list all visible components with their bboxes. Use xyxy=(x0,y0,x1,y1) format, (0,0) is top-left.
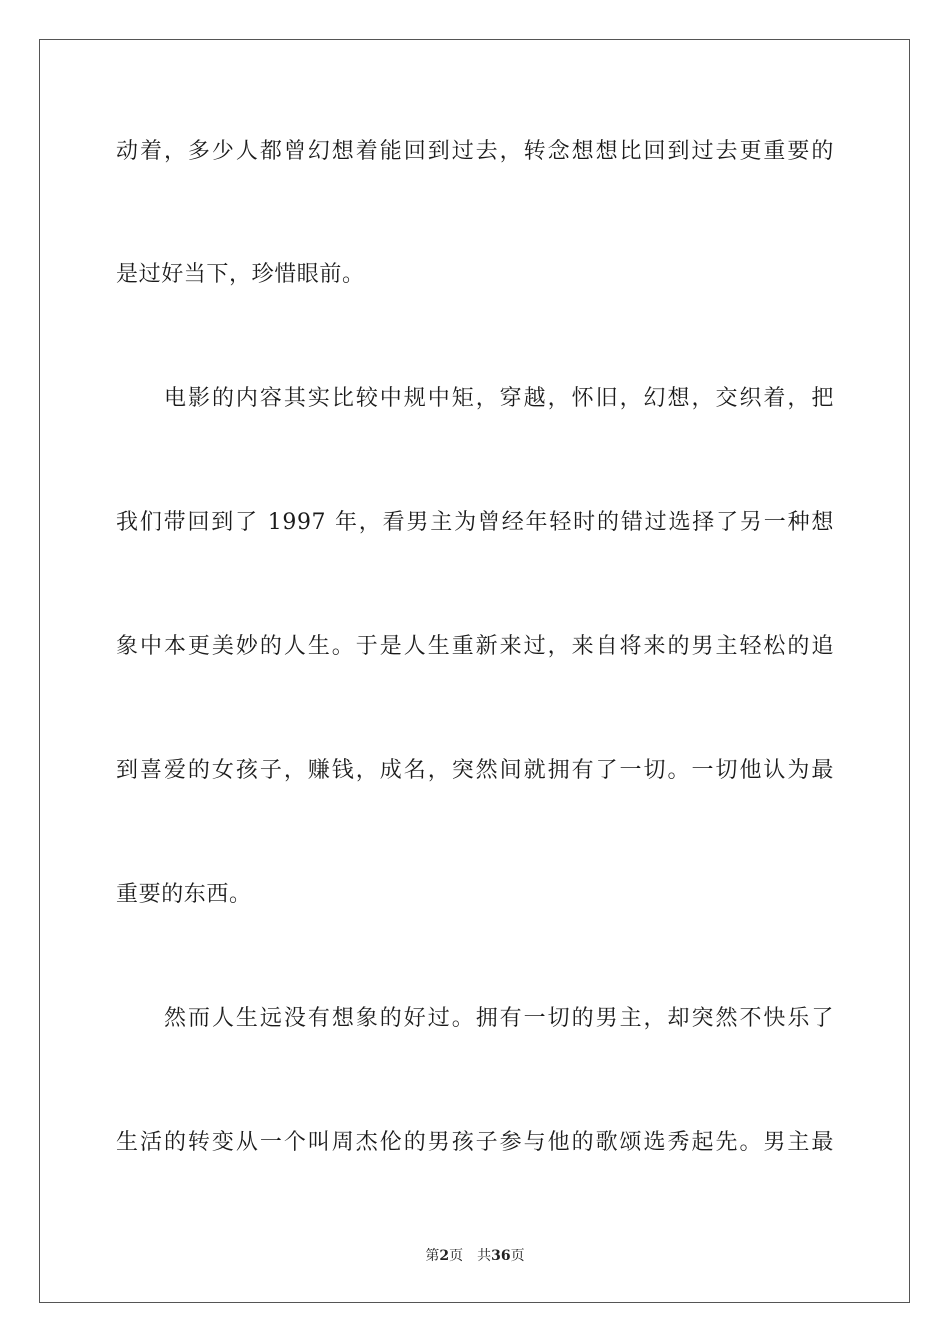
page-prefix: 第 xyxy=(425,1248,440,1264)
total-pages: 36 xyxy=(491,1248,511,1264)
text-line: 动着，多少人都曾幻想着能回到过去，转念想想比回到过去更重要的 xyxy=(116,139,834,164)
page-footer xyxy=(0,1247,950,1265)
text-line: 是过好当下，珍惜眼前。 xyxy=(116,262,365,287)
page-number: 2 xyxy=(439,1248,450,1264)
text-line: 象中本更美妙的人生。于是人生重新来过，来自将来的男主轻松的追 xyxy=(116,634,834,659)
text-line: 重要的东西。 xyxy=(116,882,252,907)
page-suffix: 页 xyxy=(449,1248,464,1264)
paragraph-start-line: 电影的内容其实比较中规中矩，穿越，怀旧，幻想，交织着，把 xyxy=(164,386,834,411)
text-line: 我们带回到了 1997 年，看男主为曾经年轻时的错过选择了另一种想 xyxy=(116,510,834,535)
text-line: 到喜爱的女孩子，赚钱，成名，突然间就拥有了一切。一切他认为最 xyxy=(116,758,834,783)
total-suffix: 页 xyxy=(510,1248,525,1264)
paragraph-start-line: 然而人生远没有想象的好过。拥有一切的男主，却突然不快乐了 xyxy=(164,1006,834,1031)
page-frame xyxy=(39,39,910,1303)
text-line: 生活的转变从一个叫周杰伦的男孩子参与他的歌颂选秀起先。男主最 xyxy=(116,1130,834,1155)
total-prefix: 共 xyxy=(477,1248,492,1264)
